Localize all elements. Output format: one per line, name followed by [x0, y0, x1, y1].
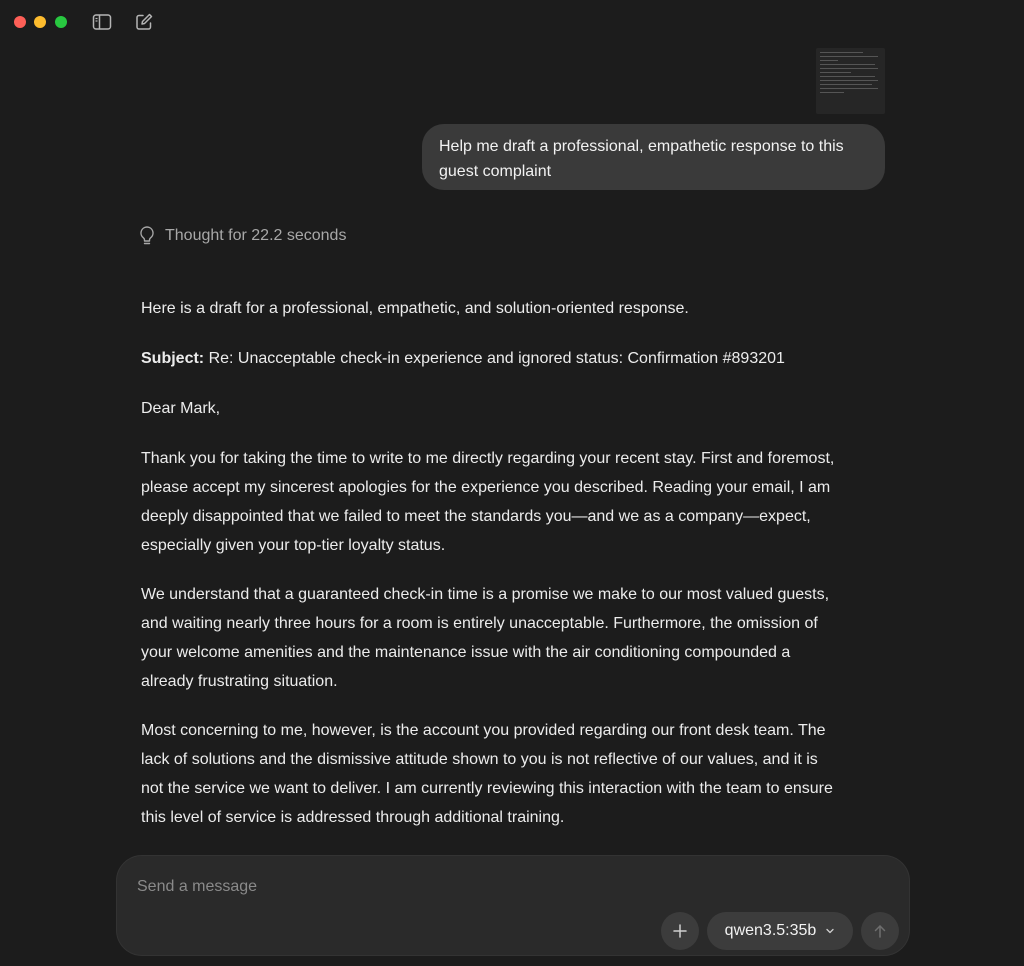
response-intro: Here is a draft for a professional, empathetic, and solution-oriented response.: [141, 300, 689, 317]
model-selector[interactable]: [707, 912, 853, 950]
subject-label: Subject:: [141, 350, 205, 367]
user-message-bubble: [422, 124, 885, 190]
response-line: Thank you for taking the time to write to me directly regarding your recent stay. First and foremost,: [141, 450, 835, 467]
minimize-window-button[interactable]: [34, 16, 46, 28]
response-line: lack of solutions and the dismissive attitude shown to you is not reflective of our values, and it is: [141, 751, 818, 768]
attachment-thumbnail[interactable]: [816, 48, 885, 114]
response-line: not the service we want to deliver. I am currently reviewing this interaction with the team to ensure: [141, 780, 833, 797]
response-line: We understand that a guaranteed check-in time is a promise we make to our most valued guests,: [141, 586, 830, 603]
response-line: this level of service is addressed through additional training.: [141, 809, 565, 826]
user-message-line: guest complaint: [439, 163, 552, 180]
title-bar: [0, 0, 1024, 44]
add-attachment-button[interactable]: [661, 912, 699, 950]
close-window-button[interactable]: [14, 16, 26, 28]
response-line: already frustrating situation.: [141, 673, 338, 690]
arrow-up-icon: [872, 923, 888, 939]
response-line: especially given your top-tier loyalty status.: [141, 537, 446, 554]
send-button[interactable]: [861, 912, 899, 950]
response-line: deeply disappointed that we failed to meet the standards you—and we as a company—expect,: [141, 508, 811, 525]
thought-label: Thought for 22.2 seconds: [165, 227, 347, 244]
chevron-down-icon: [825, 926, 835, 936]
response-line: your welcome amenities and the maintenance issue with the air conditioning compounded a: [141, 644, 791, 661]
message-composer: [116, 855, 910, 956]
response-line: please accept my sincerest apologies for the experience you described. Reading your email, I am: [141, 479, 831, 496]
response-paragraph: [141, 444, 886, 560]
subject-text: Re: Unacceptable check-in experience and ignored status: Confirmation #893201: [204, 350, 785, 367]
response-paragraph: [141, 580, 886, 696]
plus-icon: [672, 923, 688, 939]
thought-disclosure[interactable]: [138, 224, 346, 248]
new-chat-icon[interactable]: [134, 12, 154, 32]
response-subject: [141, 344, 886, 373]
response-greeting: Dear Mark,: [141, 400, 221, 417]
user-message-line: Help me draft a professional, empathetic response to this: [439, 138, 844, 155]
zoom-window-button[interactable]: [55, 16, 67, 28]
message-input[interactable]: [137, 876, 877, 898]
lightbulb-icon: [138, 225, 156, 247]
response-paragraph: [141, 716, 886, 832]
response-line: Most concerning to me, however, is the account you provided regarding our front desk team. The: [141, 722, 826, 739]
response-line: and waiting nearly three hours for a room is entirely unacceptable. Furthermore, the omission of: [141, 615, 818, 632]
assistant-response: [141, 294, 886, 852]
sidebar-toggle-icon[interactable]: [92, 12, 112, 32]
model-label: qwen3.5:35b: [724, 922, 817, 939]
